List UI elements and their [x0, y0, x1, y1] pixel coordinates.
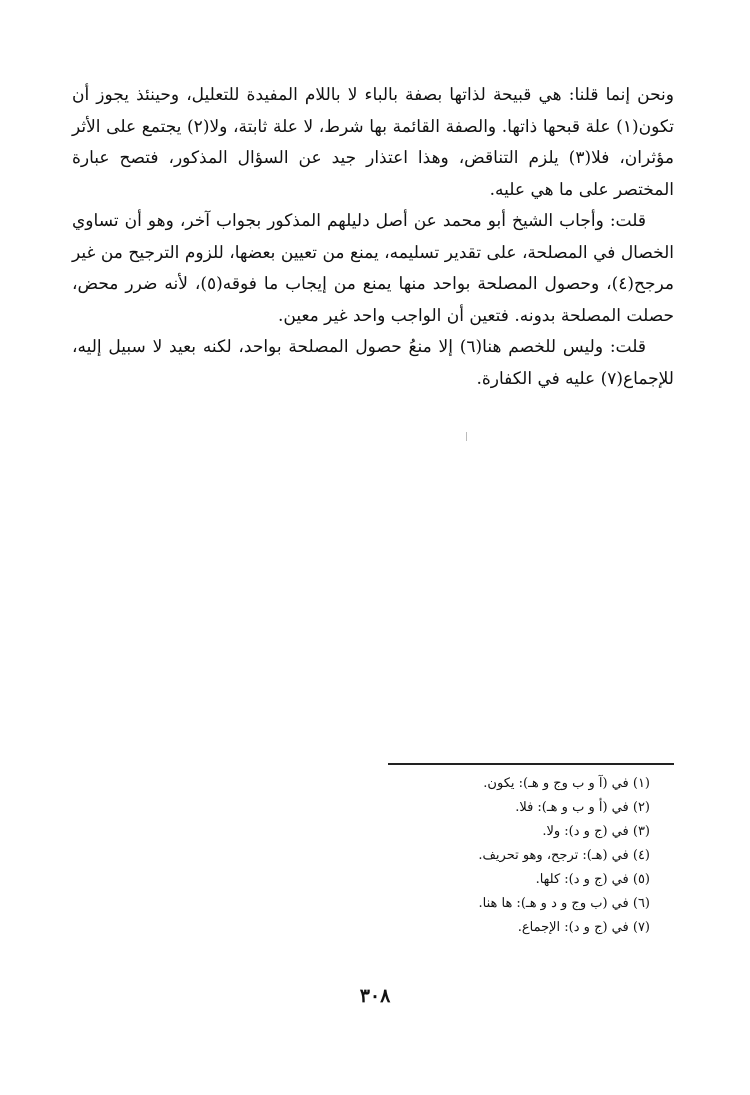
paragraph-1: ونحن إنما قلنا: هي قبيحة لذاتها بصفة بالباء لا باللام المفيدة للتعليل، وحينئذ يجوز أن تكون(١) علة قبحها ذاتها. والصفة القائمة بها شرط، لا علة ثابتة، ولا(٢) يجتمع على الأثر مؤثران، فلا(٣) يلزم التناقض، وهذا اعتذار جيد عن السؤال المذكور، فتصح عبارة المختصر على ما هي عليه.	[72, 85, 675, 200]
footnote-1: (١) في (آ و ب وج و هـ): يكون.	[483, 776, 650, 791]
footnote-divider	[388, 763, 674, 765]
scan-speck	[466, 432, 467, 441]
footnote-3: (٣) في (ج و د): ولا.	[542, 824, 650, 839]
footnote-6: (٦) في (ب وج و د و هـ): ها هنا.	[478, 896, 650, 911]
footnotes	[330, 772, 650, 940]
footnote-4: (٤) في (هـ): ترجح، وهو تحريف.	[478, 848, 650, 863]
footnote-5: (٥) في (ج و د): كلها.	[535, 872, 650, 887]
paragraph-2: قلت: وأجاب الشيخ أبو محمد عن أصل دليلهم المذكور بجواب آخر، وهو أن تساوي الخصال في المصلحة، على تقدير تسليمه، يمنع من تعيين بعضها، للزوم الترجيح من غير مرجح(٤)، وحصول المصلحة بواحد منها يمنع من إيجاب ما فوقه(٥)، لأنه ضرر محض، حصلت المصلحة بدونه. فتعين أن الواجب واحد غير معين.	[72, 211, 674, 326]
page-number: ٣٠٨	[359, 985, 391, 1007]
main-text	[72, 80, 674, 395]
paragraph-3: قلت: وليس للخصم هنا(٦) إلا منعُ حصول المصلحة بواحد، لكنه بعيد لا سبيل إليه، للإجماع(٧) عليه في الكفارة.	[72, 337, 674, 389]
footnote-2: (٢) في (أ و ب و هـ): فلا.	[515, 800, 650, 815]
footnote-7: (٧) في (ج و د): الإجماع.	[517, 920, 650, 935]
